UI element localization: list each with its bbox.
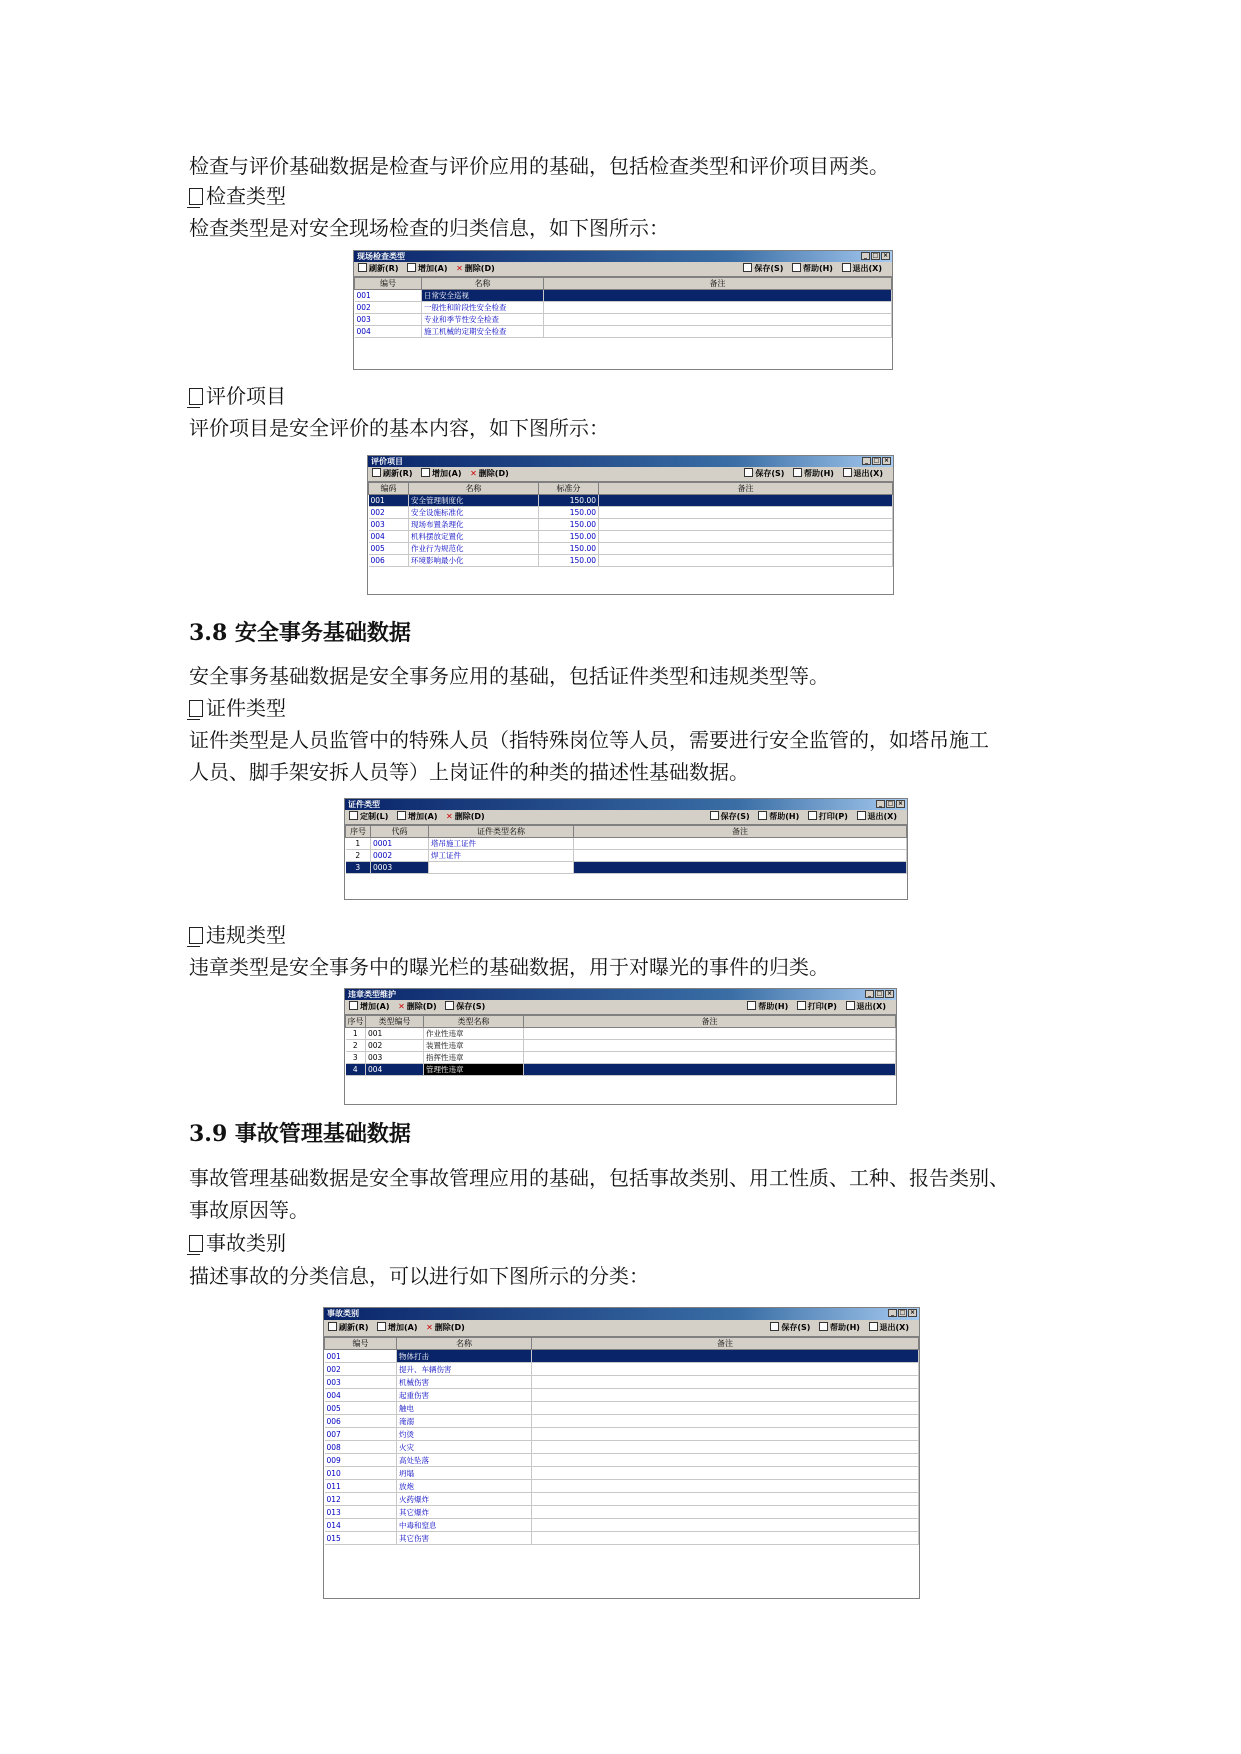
checkbox-icon [189,388,203,405]
table-row[interactable]: 006 淹溺 [325,1415,919,1428]
col-header[interactable]: 编码 [369,483,409,495]
save-button[interactable]: 保存(S) [743,264,783,273]
window-title-bar: 违章类型维护 _ □ × [345,989,896,1000]
maximize-icon[interactable]: □ [876,990,883,997]
delete-button[interactable]: ✕ 删除(D) [426,1323,465,1332]
col-header[interactable]: 备注 [524,1016,896,1028]
check-type-table [354,277,892,338]
col-header[interactable]: 编号 [355,278,422,290]
exit-button[interactable]: 退出(X) [869,1323,909,1332]
add-button[interactable]: 增加(A) [397,812,438,821]
refresh-button[interactable]: 刷新(R) [372,469,412,478]
minimize-icon[interactable]: _ [888,1309,897,1317]
viol-heading: 违规类型 [189,920,286,950]
help-button[interactable]: 帮助(H) [792,264,833,273]
table-row[interactable]: 014 中毒和窒息 [325,1519,919,1532]
checkbox-icon [189,188,203,205]
table-row[interactable]: 4 004 管理性违章 [346,1064,896,1076]
accident-heading: 事故类别 [189,1228,286,1258]
delete-button[interactable]: ✕ 删除(D) [470,469,509,478]
delete-button[interactable]: ✕ 删除(D) [446,812,485,821]
col-header[interactable]: 名称 [409,483,539,495]
table-row[interactable]: 011 放炮 [325,1480,919,1493]
col-header[interactable]: 代码 [371,826,429,838]
col-header[interactable]: 备注 [574,826,907,838]
violation-type-window [344,988,897,1105]
table-row[interactable]: 003 专业和季节性安全检查 [355,314,892,326]
table-row[interactable]: 012 火药爆炸 [325,1493,919,1506]
toolbar [354,262,892,277]
table-row[interactable]: 015 其它伤害 [325,1532,919,1545]
minimize-icon[interactable]: _ [861,252,870,260]
viol-desc: 违章类型是安全事务中的曝光栏的基础数据，用于对曝光的事件的归类。 [189,955,829,979]
table-row[interactable]: 013 其它爆炸 [325,1506,919,1519]
window-title-bar: 评价项目 _ □ × [368,456,893,467]
checkbox-icon [189,1235,203,1252]
customize-button[interactable]: 定制(L) [349,812,388,821]
add-button[interactable]: 增加(A) [349,1002,390,1011]
check-type-desc: 检查类型是对安全现场检查的归类信息，如下图所示： [189,216,669,240]
toolbar [368,467,893,482]
table-row[interactable]: 001 安全管理制度化 150.00 [369,495,893,507]
maximize-icon[interactable]: □ [899,1309,906,1316]
save-button[interactable]: 保存(S) [445,1002,485,1011]
eval-item-window [367,455,894,595]
save-button[interactable]: 保存(S) [770,1323,810,1332]
close-icon[interactable]: × [897,800,904,807]
exit-button[interactable]: 退出(X) [846,1002,886,1011]
table-row[interactable]: 005 触电 [325,1402,919,1415]
table-row[interactable]: 005 作业行为规范化 150.00 [369,543,893,555]
col-header[interactable]: 备注 [532,1338,919,1350]
eval-item-heading: 评价项目 [189,381,286,411]
window-title-bar: 事故类别 _ □ × [324,1308,919,1320]
minimize-icon[interactable]: _ [876,800,885,808]
maximize-icon[interactable]: □ [873,457,880,464]
col-header[interactable]: 名称 [422,278,544,290]
col-header[interactable]: 标准分 [539,483,599,495]
accident-category-window [323,1307,920,1599]
maximize-icon[interactable]: □ [872,252,879,259]
table-row[interactable]: 004 机料摆放定置化 150.00 [369,531,893,543]
table-row[interactable]: 004 施工机械的定期安全检查 [355,326,892,338]
exit-button[interactable]: 退出(X) [842,264,882,273]
cert-type-window [344,798,908,900]
toolbar [345,1000,896,1015]
col-header[interactable]: 备注 [544,278,892,290]
cert-desc-line-1: 证件类型是人员监管中的特殊人员（指特殊岗位等人员，需要进行安全监管的，如塔吊施工 [189,728,989,752]
table-row[interactable]: 007 灼烫 [325,1428,919,1441]
toolbar [324,1320,919,1337]
col-header[interactable]: 序号 [346,826,371,838]
col-header[interactable]: 类型名称 [424,1016,524,1028]
delete-button[interactable]: ✕ 删除(D) [456,264,495,273]
table-row[interactable]: 001 日常安全巡视 [355,290,892,302]
col-header[interactable]: 名称 [397,1338,532,1350]
cert-heading: 证件类型 [189,693,286,723]
minimize-icon[interactable]: _ [865,990,874,998]
table-row[interactable]: 002 安全设施标准化 150.00 [369,507,893,519]
table-row[interactable]: 009 高处坠落 [325,1454,919,1467]
eval-item-desc: 评价项目是安全评价的基本内容，如下图所示： [189,416,609,440]
window-title-bar: 现场检查类型 _ □ × [354,251,892,262]
col-header[interactable]: 类型编号 [366,1016,424,1028]
accident-category-table [324,1337,919,1545]
accident-desc: 描述事故的分类信息，可以进行如下图所示的分类： [189,1264,649,1288]
table-row[interactable]: 3 003 指挥性违章 [346,1052,896,1064]
help-button[interactable]: 帮助(H) [819,1323,860,1332]
violation-type-table [345,1015,896,1076]
check-type-heading: 检查类型 [189,181,286,211]
delete-button[interactable]: ✕ 删除(D) [398,1002,437,1011]
table-row[interactable]: 008 火灾 [325,1441,919,1454]
refresh-button[interactable]: 刷新(R) [328,1323,368,1332]
maximize-icon[interactable]: □ [887,800,894,807]
help-button[interactable]: 帮助(H) [793,469,834,478]
close-icon[interactable]: × [882,252,889,259]
intro-paragraph: 检查与评价基础数据是检查与评价应用的基础，包括检查类型和评价项目两类。 [189,154,889,178]
exit-button[interactable]: 退出(X) [843,469,883,478]
table-row[interactable]: 001 物体打击 [325,1350,919,1363]
close-icon[interactable]: × [886,990,893,997]
check-type-window [353,250,893,370]
col-header[interactable]: 编号 [325,1338,397,1350]
table-row[interactable]: 1 0001 塔吊施工证件 [346,838,907,850]
save-button[interactable]: 保存(S) [710,812,750,821]
print-button[interactable]: 打印(P) [797,1002,837,1011]
add-button[interactable]: 增加(A) [421,469,462,478]
h39-desc-line-1: 事故管理基础数据是安全事故管理应用的基础，包括事故类别、用工性质、工种、报告类别、 [189,1166,1009,1190]
table-row[interactable]: 2 002 装置性违章 [346,1040,896,1052]
col-header[interactable]: 证件类型名称 [429,826,574,838]
checkbox-icon [189,700,203,717]
section-heading-3-9: 3.9 事故管理基础数据 [189,1121,411,1147]
table-row[interactable]: 3 0003 [346,862,907,874]
cert-type-table [345,825,907,874]
window-title-bar: 证件类型 _ □ × [345,799,907,810]
section-heading-3-8: 3.8 安全事务基础数据 [189,620,411,646]
help-button[interactable]: 帮助(H) [747,1002,788,1011]
table-row[interactable]: 2 0002 焊工证件 [346,850,907,862]
save-button[interactable]: 保存(S) [744,469,784,478]
table-row[interactable]: 004 起重伤害 [325,1389,919,1402]
h39-desc-line-2: 事故原因等。 [189,1198,309,1222]
table-row[interactable]: 002 提升、车辆伤害 [325,1363,919,1376]
table-row[interactable]: 003 现场布置条理化 150.00 [369,519,893,531]
h38-desc: 安全事务基础数据是安全事务应用的基础，包括证件类型和违规类型等。 [189,664,829,688]
table-row[interactable]: 006 环境影响最小化 150.00 [369,555,893,567]
cert-desc-line-2: 人员、脚手架安拆人员等）上岗证件的种类的描述性基础数据。 [189,760,749,784]
refresh-button[interactable]: 刷新(R) [358,264,398,273]
checkbox-icon [189,927,203,944]
toolbar [345,810,907,825]
col-header[interactable]: 备注 [599,483,893,495]
table-row[interactable]: 1 001 作业性违章 [346,1028,896,1040]
exit-button[interactable]: 退出(X) [857,812,897,821]
close-icon[interactable]: × [909,1309,916,1316]
print-button[interactable]: 打印(P) [808,812,848,821]
minimize-icon[interactable]: _ [862,457,871,465]
add-button[interactable]: 增加(A) [407,264,448,273]
help-button[interactable]: 帮助(H) [758,812,799,821]
col-header[interactable]: 序号 [347,1017,364,1026]
eval-item-table [368,482,893,567]
table-row[interactable]: 010 坍塌 [325,1467,919,1480]
close-icon[interactable]: × [883,457,890,464]
table-row[interactable]: 003 机械伤害 [325,1376,919,1389]
table-row[interactable]: 002 一般性和阶段性安全检查 [355,302,892,314]
add-button[interactable]: 增加(A) [377,1323,418,1332]
